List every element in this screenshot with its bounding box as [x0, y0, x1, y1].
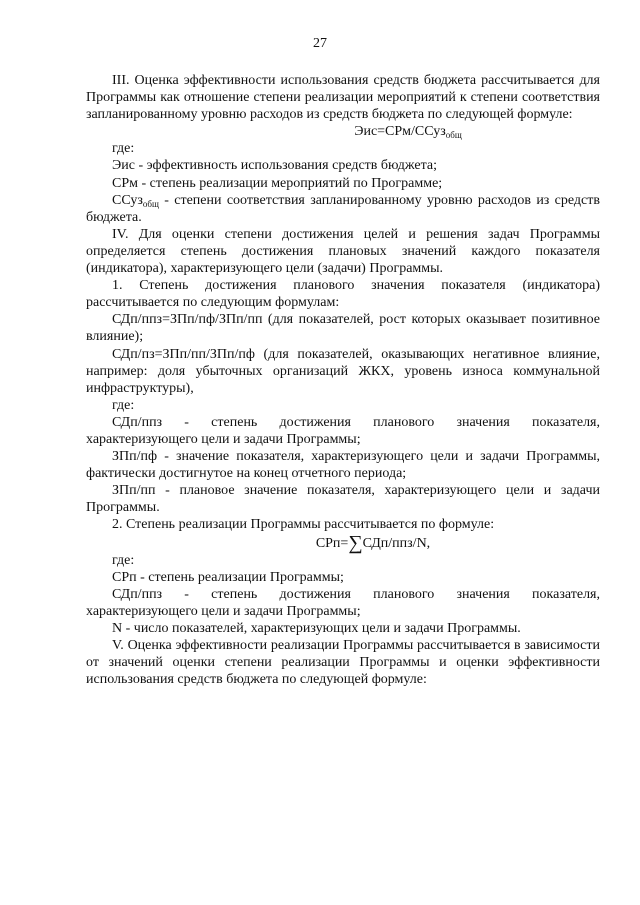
definition-srp: СРп - степень реализации Программы;: [112, 569, 344, 585]
definition-sdppz-2: СДп/ппз - степень достижения планового значения показателя, характеризующего цели и задачи Программы;: [86, 586, 600, 619]
definition-eis: Эис - эффективность использования средств бюджета;: [112, 158, 438, 174]
definition-srm: СРм - степень реализации мероприятий по Программе;: [112, 175, 443, 191]
definition-zppp: ЗПп/пп - плановое значение показателя, характеризующего цели и задачи Программы.: [86, 483, 600, 516]
where-label-3: где:: [112, 552, 135, 568]
paragraph-item-2: 2. Степень реализации Программы рассчитывается по формуле:: [112, 517, 495, 533]
document-body: [86, 72, 600, 688]
page-number: 27: [313, 36, 327, 51]
formula-subscript: общ: [445, 130, 462, 141]
formula2-right: СДп/ппз/N,: [362, 535, 431, 551]
formula-main: Эис=СРм/ССуз: [354, 124, 446, 140]
formula-efficiency: [86, 123, 600, 140]
definition-zppf: ЗПп/пф - значение показателя, характеризующего цели и задачи Программы, фактически достигнутое на конец отчетного периода;: [86, 449, 600, 482]
definition-ssuz-subscript: общ: [142, 198, 159, 209]
definition-ssuz-text: - степени соответствия запланированному уровню расходов из средств бюджета.: [86, 192, 600, 225]
where-label-2: где:: [112, 397, 135, 413]
definition-sdppz: СДп/ппз - степень достижения планового значения показателя, характеризующего цели и задачи Программы;: [86, 414, 600, 447]
definition-ssuz-term: ССуз: [112, 192, 143, 208]
paragraph-section-5: V. Оценка эффективности реализации Программы рассчитывается в зависимости от значений оценки степени реализации Программы и оценки эффективности использования средств бюджета по следующей формуле:: [86, 638, 600, 688]
formula-program-realization: [86, 531, 600, 554]
paragraph-section-4: IV. Для оценки степени достижения целей и решения задач Программы определяется степень достижения плановых значений каждого показателя (индикатора), характеризующего цели (задачи) Программы.: [86, 226, 600, 277]
formula-negative: СДп/пз=ЗПп/пп/ЗПп/пф (для показателей, оказывающих негативное влияние, например: доля убыточных организаций ЖКХ, уровень износа коммунальной инфраструктуры),: [86, 346, 600, 396]
where-label: где:: [112, 141, 135, 157]
definition-ssuz: [86, 192, 600, 226]
formula-positive: СДп/ппз=ЗПп/пф/ЗПп/пп (для показателей, рост которых оказывает позитивное влияние);: [86, 312, 600, 345]
paragraph-item-1: 1. Степень достижения планового значения показателя (индикатора) рассчитывается по следующим формулам:: [86, 278, 600, 311]
paragraph-section-3: III. Оценка эффективности использования средств бюджета рассчитывается для Программы как отношение степени реализации мероприятий к степени соответствия запланированному уровню расходов из средств бюджета по следующей формуле:: [86, 73, 600, 123]
formula2-left: СРп=: [315, 535, 349, 551]
definition-n: N - число показателей, характеризующих цели и задачи Программы.: [112, 621, 521, 636]
sigma-symbol: ∑: [348, 531, 363, 554]
